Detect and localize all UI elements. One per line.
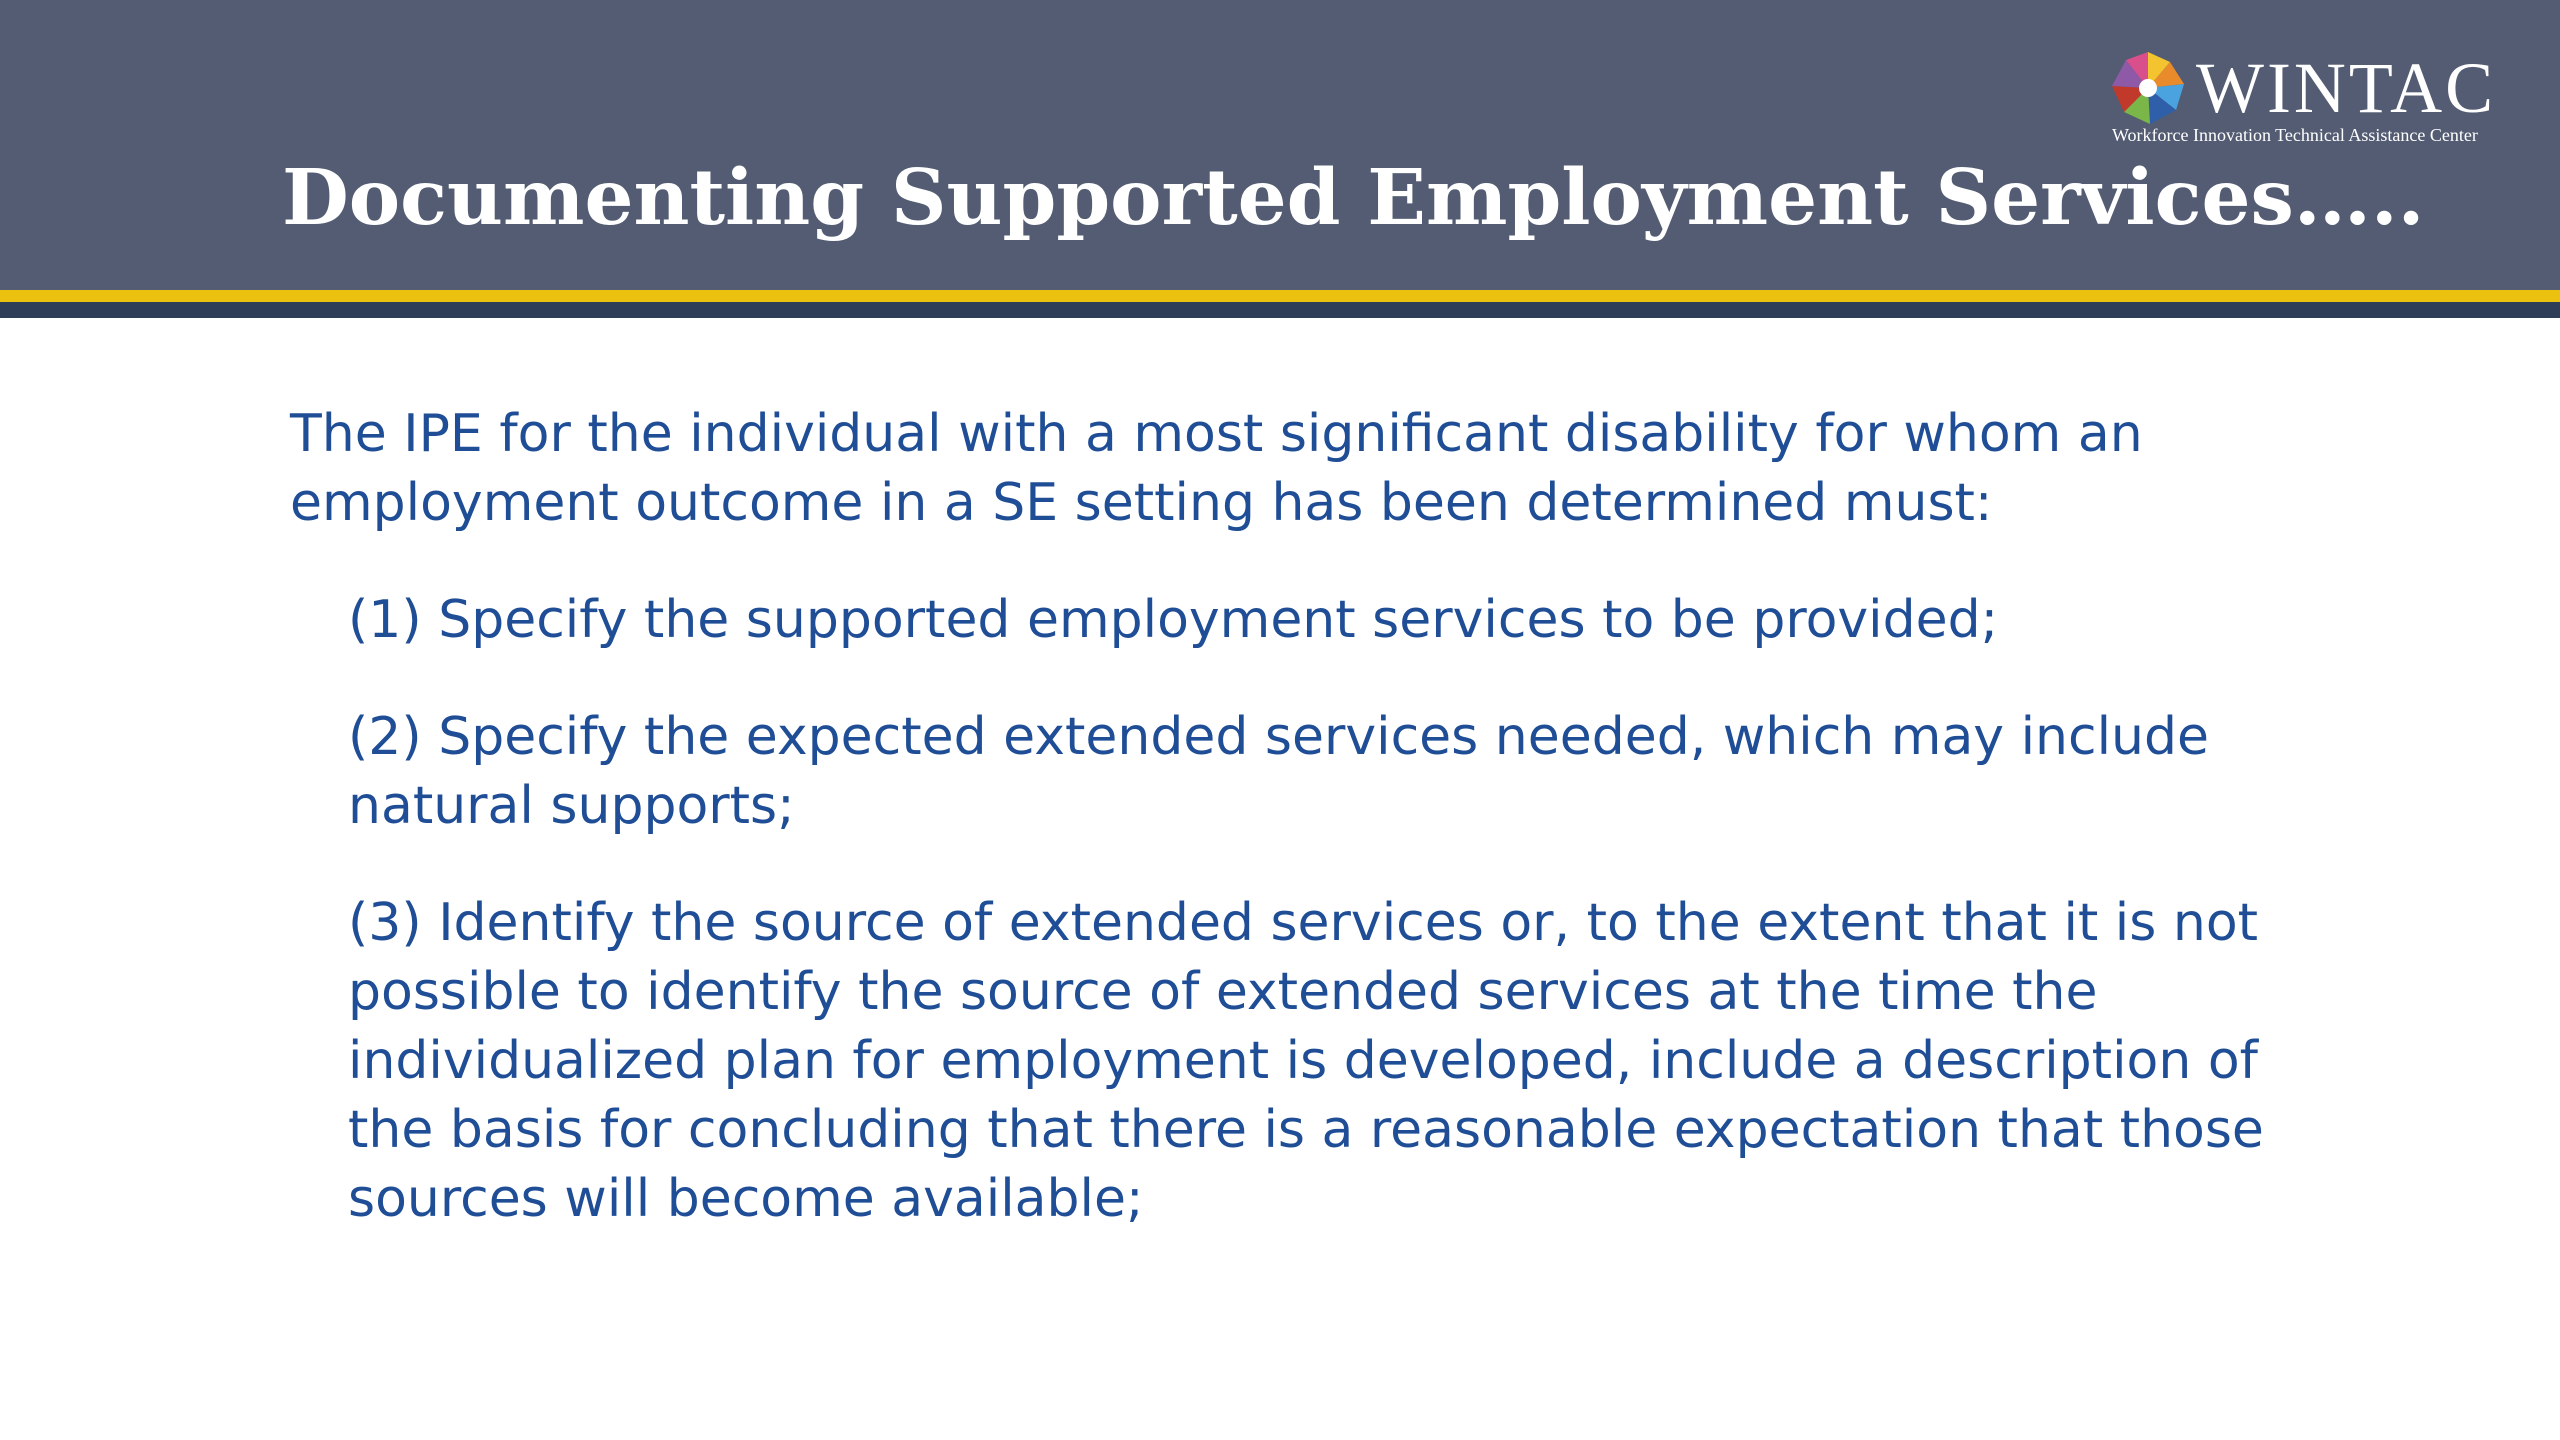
- logo-subtitle: Workforce Innovation Technical Assistance Center: [2112, 125, 2478, 145]
- list-item-1: (1) Specify the supported employment services to be provided;: [348, 590, 1999, 650]
- list-item-3: (3) Identify the source of extended services or, to the extent that it is not possible to identify the source of extended services at the time the individualized plan for employment is developed, include a description of the basis for concluding that there is a reasonable expectation that those sources will become available;: [348, 893, 2264, 1229]
- logo-wordmark: WINTAC: [2196, 48, 2497, 128]
- slide-title: Documenting Supported Employment Services…..: [282, 153, 2425, 243]
- intro-paragraph: The IPE for the individual with a most significant disability for whom an employment outcome in a SE setting has been determined must:: [290, 404, 2143, 533]
- gold-divider: [0, 290, 2560, 302]
- header-banner: [0, 0, 2560, 290]
- list-item-2: (2) Specify the expected extended services needed, which may include natural supports;: [348, 707, 2210, 836]
- wintac-logo: [2108, 48, 2528, 148]
- wintac-pinwheel-icon: [2108, 48, 2188, 128]
- dark-divider: [0, 302, 2560, 318]
- slide-body: [290, 400, 2290, 1282]
